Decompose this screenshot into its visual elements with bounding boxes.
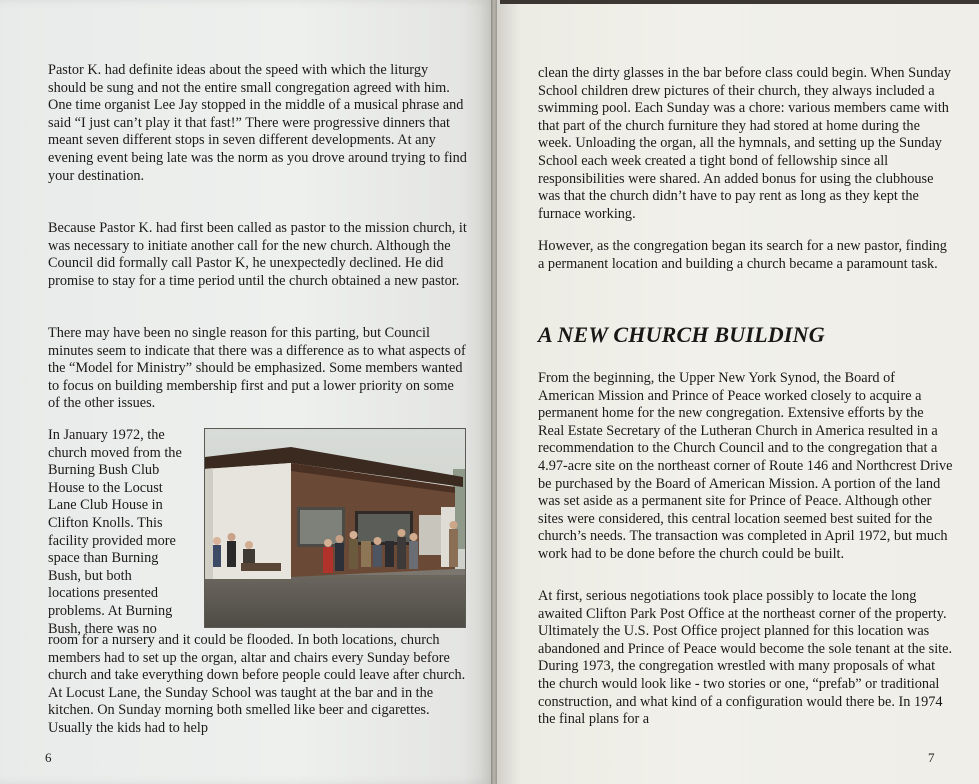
section-heading: A NEW CHURCH BUILDING [538, 322, 825, 347]
book-top-edge [500, 0, 979, 4]
left-paragraph-1: Pastor K. had definite ideas about the speed with which the liturgy should be sung and not the entire small congregation agreed with him. One time organist Lee Jay stopped in the middle of a musical phrase and said “I just can’t play it that fast!” There were progressive dinners that meant seven different stops in seven different developments. At any evening event being late was the norm as you drove around trying to find your destination. [48, 62, 467, 184]
left-continuation-paragraph: room for a nursery and it could be flooded. In both locations, church members had to set up the organ, altar and chairs every Sunday before church and take everything down before people could leave after church. At Locust Lane, the Sunday School was taught at the bar and in the kitchen. On Sunday morning both smelled like beer and cigarettes. Usually the kids had to help [48, 632, 466, 736]
page-number-right: 7 [928, 750, 935, 765]
page-number-left: 6 [45, 750, 52, 765]
wrap-line: problems. At Burning [48, 602, 173, 619]
right-paragraph-1: clean the dirty glasses in the bar before class could begin. When Sunday School children drew pictures of their church, they always included a swimming pool. Each Sunday was a chore: various members came with that part of the church furniture they had stored at home during the week. Unloading the organ, all the hymnals, and setting up the Sunday School each week created a tight bond of fellowship since all responsibilities were shared. An added bonus for using the clubhouse was that the church didn’t have to pay rent as long as they kept the furnace working. [538, 65, 952, 222]
wrap-line: Burning Bush Club [48, 462, 160, 479]
book-gutter [491, 0, 497, 784]
right-paragraph-4: At first, serious negotiations took place possibly to locate the long awaited Clifton Park Post Office at the northeast corner of the property. Ultimately the U.S. Post Office project planned for this location was abandoned and Prince of Peace would become the sole tenant at the site. During 1973, the congregation wrestled with many proposals of what the church would look like - two stories or one, “prefab” or traditional construction, and what kind of a configuration would there be. In 1974 the final plans for a [538, 588, 953, 728]
right-paragraph-3: From the beginning, the Upper New York Synod, the Board of American Mission and Prince of Peace worked closely to acquire a permanent home for the new congregation. Extensive efforts by the Real Estate Secretary of the Lutheran Church in America resulted in a recommendation to the Church Council and to the congregation that a 4.97-acre site on the northeast corner of Route 146 and Northcrest Drive be purchased by the Board of American Mission. A portion of the land was set aside as a permanent site for Prince of Peace. Although other sites were considered, this central location seemed best suited for the church’s needs. The transaction was completed in April 1972, but much work had to be done before the church could be built. [538, 370, 953, 562]
left-paragraph-2: Because Pastor K. had first been called as pastor to the mission church, it was necessary to initiate another call for the new church. Although the Council did formally call Pastor K, he unexpectedly declined. He did promise to stay for a time period until the church obtained a new pastor. [48, 220, 467, 289]
clubhouse-photo [204, 428, 466, 628]
wrap-line: space than Burning [48, 550, 159, 567]
left-paragraph-3: There may have been no single reason for this parting, but Council minutes seem to indicate that there was a difference as to what aspects of the “Model for Ministry” should be emphasized. Some members wanted to focus on building membership first and put a lower priority on some of the other issues. [48, 325, 466, 412]
wrap-line: facility provided more [48, 532, 176, 549]
wrap-line: Bush, but both [48, 567, 132, 584]
wrap-line: Bush, there was no [48, 620, 157, 637]
wrap-line: church moved from the [48, 444, 182, 461]
wrap-line: locations presented [48, 585, 158, 602]
right-paragraph-2: However, as the congregation began its search for a new pastor, finding a permanent location and building a church became a paramount task. [538, 238, 947, 272]
wrap-line: House to the Locust [48, 479, 163, 496]
wrap-line: In January 1972, the [48, 427, 165, 443]
wrap-line: Lane Club House in [48, 497, 163, 514]
photo-wrap-text [48, 427, 198, 638]
wrap-line: Clifton Knolls. This [48, 514, 163, 531]
